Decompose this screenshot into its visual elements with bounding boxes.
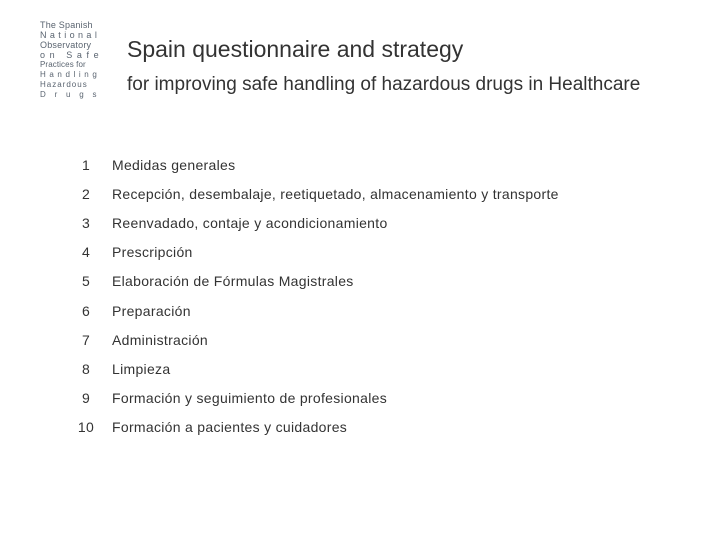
item-label: Administración (112, 331, 209, 348)
logo-line: on Safe (40, 50, 104, 60)
item-label: Formación a pacientes y cuidadores (112, 419, 348, 436)
item-number: 7 (81, 331, 91, 348)
list-item (60, 179, 700, 208)
logo-line: Handling (40, 70, 101, 79)
item-number: 4 (81, 244, 91, 261)
list-item (60, 413, 700, 442)
item-number: 9 (81, 390, 91, 407)
item-label: Preparación (112, 302, 191, 319)
logo-line: Observatory (40, 40, 92, 50)
organization-logo (40, 20, 106, 100)
list-item (60, 238, 700, 267)
list-item (60, 325, 700, 354)
logo-line: National (40, 30, 101, 40)
item-number: 1 (81, 156, 91, 173)
list-item (60, 150, 700, 179)
item-label: Reenvadado, contaje y acondicionamiento (112, 214, 388, 231)
page-subtitle: for improving safe handling of hazardous drugs in Healthcare (127, 74, 641, 95)
item-label: Formación y seguimiento de profesionales (112, 390, 388, 407)
logo-line: Drugs (40, 90, 106, 99)
list-item (60, 208, 700, 237)
logo-line: Practices for (40, 60, 86, 69)
item-number: 8 (81, 360, 91, 377)
list-item (60, 296, 700, 325)
item-number: 3 (81, 214, 91, 231)
title-block (127, 34, 700, 98)
item-number: 6 (81, 302, 91, 319)
item-label: Limpieza (112, 360, 171, 377)
list-item (60, 354, 700, 383)
item-label: Prescripción (112, 244, 193, 261)
topic-list (60, 150, 700, 442)
list-item (60, 384, 700, 413)
item-number: 10 (77, 419, 95, 436)
page-title: Spain questionnaire and strategy (127, 36, 464, 62)
logo-line: The Spanish (40, 20, 93, 30)
list-item (60, 267, 700, 296)
item-label: Recepción, desembalaje, reetiquetado, almacenamiento y transporte (112, 185, 559, 202)
item-number: 5 (81, 273, 91, 290)
item-number: 2 (81, 185, 91, 202)
item-label: Medidas generales (112, 156, 236, 173)
item-label: Elaboración de Fórmulas Magistrales (112, 273, 354, 290)
logo-line: Hazardous (40, 80, 88, 89)
